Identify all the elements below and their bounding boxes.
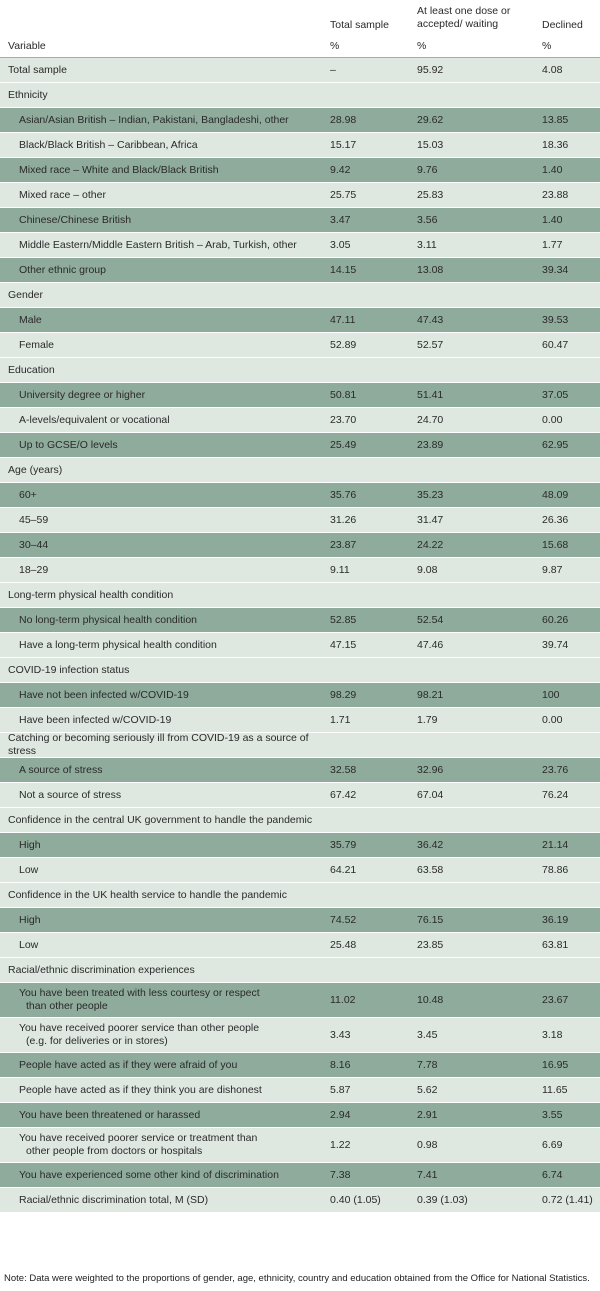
value-accepted: 35.23 [417, 488, 444, 501]
value-total: 15.17 [330, 138, 357, 151]
empty-cell [413, 283, 538, 307]
value-declined: 60.47 [542, 338, 569, 351]
value-accepted: 7.41 [417, 1168, 438, 1181]
row-label: University degree or higher [19, 388, 146, 401]
value-declined: 39.74 [542, 638, 569, 651]
row-label: Low [19, 938, 39, 951]
section-label: Catching or becoming seriously ill from COVID-19 as a source of stress [8, 732, 309, 757]
value-total: 1.71 [330, 713, 351, 726]
value-total: 14.15 [330, 263, 357, 276]
table-row [0, 483, 600, 508]
value-accepted: 24.22 [417, 538, 444, 551]
table-row [0, 233, 600, 258]
table-row [0, 333, 600, 358]
value-accepted: 0.39 (1.03) [417, 1193, 468, 1206]
empty-cell [413, 883, 538, 907]
table-row [0, 783, 600, 808]
value-accepted: 76.15 [417, 913, 444, 926]
header-declined-label: Declined [542, 19, 583, 31]
value-accepted: 1.79 [417, 713, 438, 726]
header-accepted-unit: % [417, 40, 427, 52]
empty-cell [538, 458, 600, 482]
value-total: 3.43 [330, 1028, 351, 1041]
value-declined: 9.87 [542, 563, 563, 576]
empty-cell [538, 883, 600, 907]
value-total: 11.02 [330, 993, 356, 1006]
value-declined: 6.74 [542, 1168, 563, 1181]
section-row [0, 808, 600, 833]
empty-cell [326, 358, 413, 382]
value-accepted: 47.43 [417, 313, 444, 326]
value-total: 1.22 [330, 1138, 351, 1151]
empty-cell [538, 83, 600, 107]
value-declined: 11.65 [542, 1083, 568, 1096]
value-accepted: 3.56 [417, 213, 438, 226]
section-row [0, 358, 600, 383]
value-accepted: 67.04 [417, 788, 444, 801]
table-row [0, 158, 600, 183]
value-total: 31.26 [330, 513, 357, 526]
value-accepted: 51.41 [417, 388, 444, 401]
value-total: 50.81 [330, 388, 357, 401]
empty-cell [538, 583, 600, 607]
value-declined: 15.68 [542, 538, 569, 551]
value-accepted: 7.78 [417, 1058, 438, 1071]
table-row [0, 633, 600, 658]
row-label-wrap [19, 1132, 257, 1158]
value-declined: 0.72 (1.41) [542, 1193, 593, 1206]
row-label: Mixed race – White and Black/Black British [19, 163, 219, 176]
row-label: Asian/Asian British – Indian, Pakistani, Bangladeshi, other [19, 113, 289, 126]
empty-cell [538, 358, 600, 382]
empty-cell [413, 958, 538, 982]
table-header [0, 0, 600, 58]
value-declined: 76.24 [542, 788, 569, 801]
row-label-line2: (e.g. for deliveries or in stores) [26, 1035, 168, 1047]
table-row [0, 933, 600, 958]
header-total [326, 0, 413, 57]
row-label: Other ethnic group [19, 263, 106, 276]
table-body [0, 58, 600, 1213]
table-row [0, 1103, 600, 1128]
value-total: 7.38 [330, 1168, 351, 1181]
row-label: Mixed race – other [19, 188, 106, 201]
section-row [0, 83, 600, 108]
section-label: Gender [8, 288, 44, 301]
value-total: 35.76 [330, 488, 357, 501]
table-row [0, 908, 600, 933]
value-accepted: 25.83 [417, 188, 444, 201]
value-declined: 26.36 [542, 513, 569, 526]
value-accepted: 13.08 [417, 263, 444, 276]
value-declined: 48.09 [542, 488, 569, 501]
value-declined: 4.08 [542, 63, 563, 76]
table-note: Note: Data were weighted to the proportions of gender, age, ethnicity, country and education obtained from the Office for National Statistics. [4, 1273, 590, 1284]
section-label: Age (years) [8, 463, 63, 476]
row-label: Up to GCSE/O levels [19, 438, 118, 451]
value-total: 47.15 [330, 638, 357, 651]
header-declined [538, 0, 600, 57]
value-total: 47.11 [330, 313, 356, 326]
empty-cell [538, 958, 600, 982]
value-total: 52.89 [330, 338, 357, 351]
value-accepted: 63.58 [417, 863, 444, 876]
row-label: Male [19, 313, 42, 326]
header-variable [0, 0, 326, 57]
empty-cell [326, 283, 413, 307]
row-label: Not a source of stress [19, 788, 122, 801]
row-label: A source of stress [19, 763, 103, 776]
value-declined: 0.00 [542, 413, 563, 426]
table-row [0, 533, 600, 558]
row-label: 45–59 [19, 513, 49, 526]
value-accepted: 24.70 [417, 413, 444, 426]
value-declined: 6.69 [542, 1138, 563, 1151]
value-accepted: 3.45 [417, 1028, 438, 1041]
value-accepted: 9.08 [417, 563, 438, 576]
value-declined: 21.14 [542, 838, 569, 851]
section-row [0, 458, 600, 483]
row-label: High [19, 913, 41, 926]
row-label: Have not been infected w/COVID-19 [19, 688, 189, 701]
row-label: People have acted as if they were afraid of you [19, 1058, 238, 1071]
empty-cell [326, 458, 413, 482]
value-accepted: 9.76 [417, 163, 438, 176]
value-total: 28.98 [330, 113, 357, 126]
value-accepted: 15.03 [417, 138, 444, 151]
section-row [0, 958, 600, 983]
value-accepted: 52.57 [417, 338, 444, 351]
table-row [0, 433, 600, 458]
empty-cell [413, 583, 538, 607]
empty-cell [413, 83, 538, 107]
empty-cell [326, 733, 413, 757]
row-label: Low [19, 863, 39, 876]
value-accepted: 47.46 [417, 638, 444, 651]
value-declined: 1.40 [542, 213, 563, 226]
table-row [0, 1163, 600, 1188]
empty-cell [326, 808, 413, 832]
value-accepted: 0.98 [417, 1138, 438, 1151]
row-label-wrap [19, 1022, 259, 1048]
value-accepted: 10.48 [417, 993, 444, 1006]
section-label: Confidence in the central UK government to handle the pandemic [8, 813, 313, 826]
empty-cell [326, 658, 413, 682]
value-declined: 78.86 [542, 863, 569, 876]
value-total: 2.94 [330, 1108, 351, 1121]
value-accepted: 23.85 [417, 938, 444, 951]
value-total: 52.85 [330, 613, 357, 626]
row-label: Have been infected w/COVID-19 [19, 713, 172, 726]
value-total: – [330, 63, 336, 76]
table-row [0, 508, 600, 533]
section-label: Long-term physical health condition [8, 588, 174, 601]
value-total: 5.87 [330, 1083, 351, 1096]
empty-cell [326, 958, 413, 982]
row-label: Total sample [8, 63, 67, 76]
row-label: Middle Eastern/Middle Eastern British – Arab, Turkish, other [19, 238, 297, 251]
table-row [0, 183, 600, 208]
value-total: 35.79 [330, 838, 357, 851]
section-row [0, 658, 600, 683]
value-accepted: 52.54 [417, 613, 444, 626]
value-declined: 36.19 [542, 913, 569, 926]
value-declined: 23.67 [542, 993, 569, 1006]
row-label: No long-term physical health condition [19, 613, 198, 626]
header-accepted [413, 0, 538, 57]
value-total: 3.05 [330, 238, 351, 251]
value-total: 9.11 [330, 563, 350, 576]
empty-cell [413, 358, 538, 382]
table-row [0, 558, 600, 583]
table-row [0, 983, 600, 1018]
table-row [0, 208, 600, 233]
value-accepted: 31.47 [417, 513, 444, 526]
row-label-line2: other people from doctors or hospitals [26, 1145, 203, 1157]
value-declined: 0.00 [542, 713, 563, 726]
empty-cell [413, 458, 538, 482]
table-row [0, 383, 600, 408]
row-label-wrap [19, 987, 260, 1013]
empty-cell [413, 733, 538, 757]
row-label: Black/Black British – Caribbean, Africa [19, 138, 198, 151]
value-accepted: 95.92 [417, 63, 444, 76]
section-row [0, 583, 600, 608]
row-label: Chinese/Chinese British [19, 213, 132, 226]
empty-cell [413, 808, 538, 832]
value-total: 74.52 [330, 913, 357, 926]
value-accepted: 36.42 [417, 838, 444, 851]
header-total-unit: % [330, 40, 340, 52]
value-accepted: 98.21 [417, 688, 444, 701]
header-accepted-label: At least one dose or accepted/ waiting [417, 5, 511, 30]
value-declined: 62.95 [542, 438, 569, 451]
value-accepted: 5.62 [417, 1083, 438, 1096]
table-row [0, 1078, 600, 1103]
table-row [0, 308, 600, 333]
value-accepted: 2.91 [417, 1108, 438, 1121]
table-row [0, 408, 600, 433]
empty-cell [538, 808, 600, 832]
empty-cell [538, 658, 600, 682]
value-declined: 60.26 [542, 613, 569, 626]
row-label [0, 983, 326, 1017]
value-total: 23.70 [330, 413, 357, 426]
value-accepted: 3.11 [417, 238, 437, 251]
table-row [0, 758, 600, 783]
table-row [0, 108, 600, 133]
value-total: 67.42 [330, 788, 357, 801]
section-label: COVID-19 infection status [8, 663, 130, 676]
table-row [0, 608, 600, 633]
value-total: 23.87 [330, 538, 357, 551]
row-label: 60+ [19, 488, 37, 501]
row-label: Have a long-term physical health condition [19, 638, 217, 651]
table-row [0, 258, 600, 283]
row-label [0, 1018, 326, 1052]
section-row [0, 883, 600, 908]
value-accepted: 23.89 [417, 438, 444, 451]
table-row [0, 708, 600, 733]
table-row [0, 58, 600, 83]
table-row [0, 1053, 600, 1078]
header-variable-label: Variable [8, 40, 46, 52]
row-label: You have been threatened or harassed [19, 1108, 201, 1121]
table-row [0, 858, 600, 883]
row-label-line1: You have received poorer service than other people [19, 1022, 260, 1034]
value-declined: 16.95 [542, 1058, 569, 1071]
value-declined: 63.81 [542, 938, 569, 951]
value-declined: 39.53 [542, 313, 569, 326]
row-label: You have experienced some other kind of discrimination [19, 1168, 279, 1181]
table-row [0, 1188, 600, 1213]
row-label-line1: You have been treated with less courtesy or respect [19, 987, 260, 999]
empty-cell [326, 583, 413, 607]
row-label: Racial/ethnic discrimination total, M (SD) [19, 1193, 209, 1206]
empty-cell [413, 658, 538, 682]
empty-cell [538, 733, 600, 757]
section-label: Confidence in the UK health service to handle the pandemic [8, 888, 288, 901]
value-total: 0.40 (1.05) [330, 1193, 381, 1206]
value-total: 9.42 [330, 163, 351, 176]
value-total: 25.48 [330, 938, 357, 951]
value-declined: 3.55 [542, 1108, 563, 1121]
value-total: 25.49 [330, 438, 357, 451]
value-declined: 23.76 [542, 763, 569, 776]
table-row [0, 833, 600, 858]
row-label: 18–29 [19, 563, 49, 576]
value-accepted: 29.62 [417, 113, 444, 126]
section-row [0, 733, 600, 758]
value-declined: 1.77 [542, 238, 563, 251]
section-label: Education [8, 363, 55, 376]
value-declined: 23.88 [542, 188, 569, 201]
row-label: People have acted as if they think you are dishonest [19, 1083, 262, 1096]
value-total: 98.29 [330, 688, 357, 701]
row-label: A-levels/equivalent or vocational [19, 413, 170, 426]
value-total: 64.21 [330, 863, 357, 876]
empty-cell [538, 283, 600, 307]
value-declined: 1.40 [542, 163, 563, 176]
table-row [0, 133, 600, 158]
value-total: 32.58 [330, 763, 357, 776]
header-declined-unit: % [542, 40, 552, 52]
value-declined: 3.18 [542, 1028, 563, 1041]
section-row [0, 283, 600, 308]
row-label: High [19, 838, 41, 851]
value-declined: 37.05 [542, 388, 569, 401]
section-label: Ethnicity [8, 88, 48, 101]
value-declined: 39.34 [542, 263, 569, 276]
table-row [0, 1018, 600, 1053]
empty-cell [326, 883, 413, 907]
section-label: Racial/ethnic discrimination experiences [8, 963, 195, 976]
value-total: 8.16 [330, 1058, 351, 1071]
value-total: 25.75 [330, 188, 357, 201]
value-declined: 18.36 [542, 138, 569, 151]
value-declined: 13.85 [542, 113, 569, 126]
table-row [0, 1128, 600, 1163]
empty-cell [326, 83, 413, 107]
header-total-label: Total sample [330, 19, 389, 31]
table-row [0, 683, 600, 708]
value-accepted: 32.96 [417, 763, 444, 776]
row-label-line1: You have received poorer service or treatment than [19, 1132, 258, 1144]
value-total: 3.47 [330, 213, 351, 226]
row-label-line2: than other people [26, 1000, 108, 1012]
row-label [0, 1128, 326, 1162]
value-declined: 100 [542, 688, 560, 701]
row-label: Female [19, 338, 55, 351]
row-label: 30–44 [19, 538, 49, 551]
